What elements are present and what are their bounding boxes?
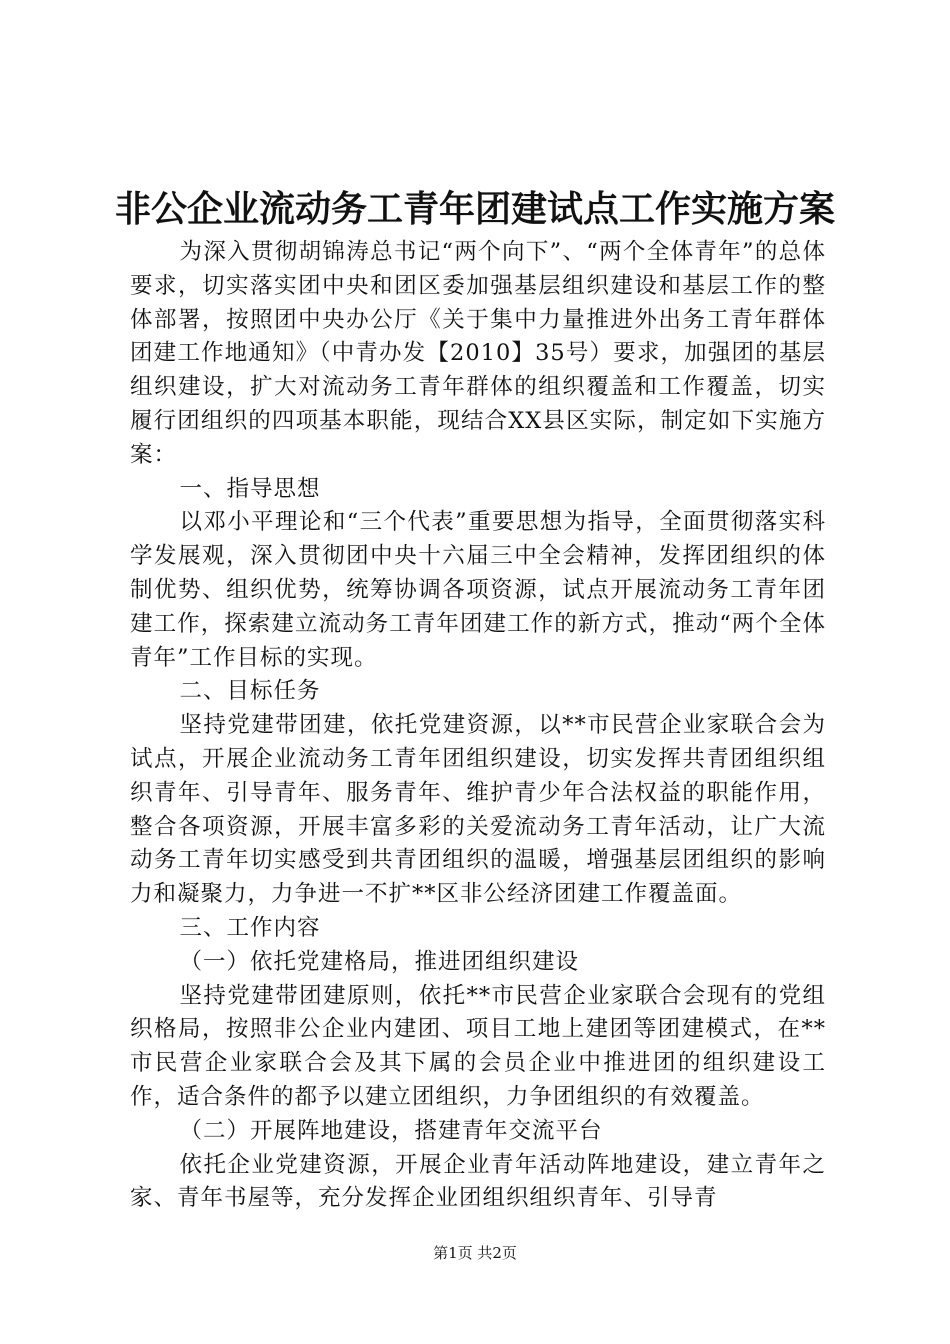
subsection-heading-2: （二）开展阵地建设，搭建青年交流平台 <box>179 1117 603 1144</box>
subsection-2-paragraph: 依托企业党建资源，开展企业青年活动阵地建设，建立青年之家、青年书屋等，充分发挥企业团组织组织青年、引导青 <box>130 1151 826 1212</box>
section-heading-goals: 二、目标任务 <box>179 678 321 705</box>
section-heading-guiding-thought: 一、指导思想 <box>179 475 321 502</box>
guiding-thought-paragraph: 以邓小平理论和“三个代表”重要思想为指导，全面贯彻落实科学发展观，深入贯彻团中央十六届三中全会精神，发挥团组织的体制优势、组织优势，统筹协调各项资源，试点开展流动务工青年团建工作，探索建立流动务工青年团建工作的新方式，推动“两个全体青年”工作目标的实现。 <box>130 509 826 671</box>
subsection-1-paragraph: 坚持党建带团建原则，依托**市民营企业家联合会现有的党组织格局，按照非公企业内建团、项目工地上建团等团建模式，在**市民营企业家联合会及其下属的会员企业中推进团的组织建设工作，适合条件的都予以建立团组织，力争团组织的有效覆盖。 <box>130 982 826 1110</box>
intro-paragraph: 为深入贯彻胡锦涛总书记“两个向下”、“两个全体青年”的总体要求，切实落实团中央和团区委加强基层组织建设和基层工作的整体部署，按照团中央办公厅《关于集中力量推进外出务工青年群体团建工作地通知》（中青办发【2010】35号）要求，加强团的基层组织建设，扩大对流动务工青年群体的组织覆盖和工作覆盖，切实履行团组织的四项基本职能，现结合XX县区实际，制定如下实施方案： <box>130 239 826 468</box>
document-title: 非公企业流动务工青年团建试点工作实施方案 <box>114 189 835 230</box>
subsection-heading-1: （一）依托党建格局，推进团组织建设 <box>179 948 580 975</box>
document-body <box>130 236 826 1216</box>
goals-paragraph: 坚持党建带团建，依托党建资源，以**市民营企业家联合会为试点，开展企业流动务工青年团组织建设，切实发挥共青团组织组织青年、引导青年、服务青年、维护青少年合法权益的职能作用，整合各项资源，开展丰富多彩的关爱流动务工青年活动，让广大流动务工青年切实感受到共青团组织的温暖，增强基层团组织的影响力和凝聚力，力争进一不扩**区非公经济团建工作覆盖面。 <box>130 712 826 908</box>
page-number-footer: 第1页 共2页 <box>433 1244 517 1262</box>
section-heading-work-content: 三、工作内容 <box>179 914 321 941</box>
